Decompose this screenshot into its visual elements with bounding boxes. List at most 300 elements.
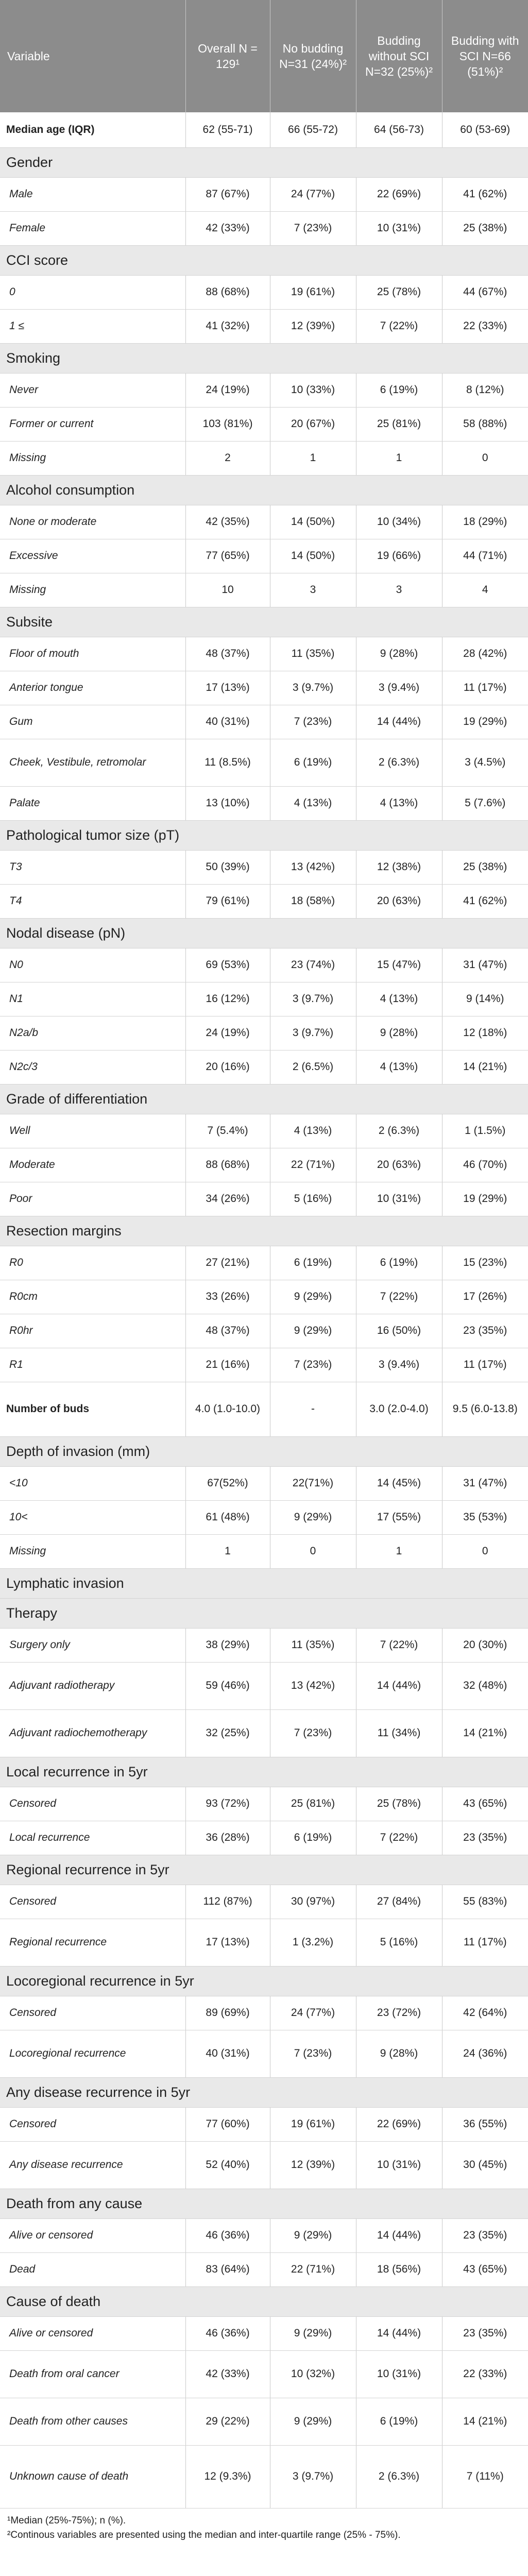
cell-no-budding: 6 (19%) — [270, 1821, 356, 1855]
table-row — [0, 739, 528, 786]
table-row — [0, 573, 528, 607]
cell-no-budding: - — [270, 1382, 356, 1436]
section-label: Alcohol consumption — [0, 475, 528, 505]
cell-overall: 13 (10%) — [185, 786, 270, 820]
row-label: <10 — [0, 1466, 185, 1500]
row-label: Regional recurrence — [0, 1919, 185, 1966]
section-header-row — [0, 1436, 528, 1466]
section-header-row — [0, 245, 528, 275]
cell-budding-with-sci: 3 (4.5%) — [442, 739, 528, 786]
cell-budding-with-sci: 19 (29%) — [442, 705, 528, 739]
section-header-row — [0, 147, 528, 177]
cell-overall: 17 (13%) — [185, 671, 270, 705]
cell-no-budding: 4 (13%) — [270, 786, 356, 820]
cell-overall: 41 (32%) — [185, 309, 270, 343]
cell-overall: 67(52%) — [185, 1466, 270, 1500]
cell-no-budding: 1 (3.2%) — [270, 1919, 356, 1966]
cell-no-budding: 3 — [270, 573, 356, 607]
row-label: Death from oral cancer — [0, 2350, 185, 2398]
header-no-budding: No budding N=31 (24%)² — [270, 0, 356, 112]
cell-budding-without-sci: 3 — [356, 573, 442, 607]
table-row — [0, 2350, 528, 2398]
row-label: R0hr — [0, 1314, 185, 1348]
cell-budding-with-sci: 1 (1.5%) — [442, 1114, 528, 1148]
section-label: Smoking — [0, 343, 528, 373]
cell-budding-without-sci: 12 (38%) — [356, 850, 442, 884]
header-budding-without-sci: Budding without SCI N=32 (25%)² — [356, 0, 442, 112]
cell-overall: 20 (16%) — [185, 1050, 270, 1084]
row-label: T4 — [0, 884, 185, 918]
cell-budding-without-sci: 6 (19%) — [356, 373, 442, 407]
cell-no-budding: 22(71%) — [270, 1466, 356, 1500]
cell-no-budding: 3 (9.7%) — [270, 2445, 356, 2508]
cell-no-budding: 4 (13%) — [270, 1114, 356, 1148]
table-row — [0, 539, 528, 573]
row-label: R0cm — [0, 1280, 185, 1314]
cell-budding-with-sci: 58 (88%) — [442, 407, 528, 441]
table-row — [0, 850, 528, 884]
cell-no-budding: 14 (50%) — [270, 539, 356, 573]
row-label: Gum — [0, 705, 185, 739]
row-label: Poor — [0, 1182, 185, 1216]
cell-no-budding: 23 (74%) — [270, 948, 356, 982]
section-header-row — [0, 2077, 528, 2107]
cell-overall: 12 (9.3%) — [185, 2445, 270, 2508]
cell-overall: 33 (26%) — [185, 1280, 270, 1314]
cell-no-budding: 7 (23%) — [270, 1348, 356, 1382]
row-label: Palate — [0, 786, 185, 820]
cell-overall: 17 (13%) — [185, 1919, 270, 1966]
section-label: Death from any cause — [0, 2189, 528, 2218]
table-row — [0, 1246, 528, 1280]
cell-no-budding: 9 (29%) — [270, 2316, 356, 2350]
cell-budding-with-sci: 9 (14%) — [442, 982, 528, 1016]
table-row — [0, 1500, 528, 1534]
cell-budding-with-sci: 8 (12%) — [442, 373, 528, 407]
cell-budding-with-sci: 23 (35%) — [442, 1821, 528, 1855]
section-label: Therapy — [0, 1598, 528, 1628]
cell-overall: 103 (81%) — [185, 407, 270, 441]
section-label: Locoregional recurrence in 5yr — [0, 1966, 528, 1996]
table-row — [0, 705, 528, 739]
cell-budding-without-sci: 4 (13%) — [356, 982, 442, 1016]
row-label: Missing — [0, 441, 185, 475]
table-row — [0, 948, 528, 982]
section-header-row — [0, 2286, 528, 2316]
table-row — [0, 1348, 528, 1382]
section-header-row — [0, 1855, 528, 1885]
table-row — [0, 1016, 528, 1050]
table-row — [0, 1050, 528, 1084]
row-label: R1 — [0, 1348, 185, 1382]
row-label: Dead — [0, 2252, 185, 2286]
table-row — [0, 2218, 528, 2252]
table-row — [0, 309, 528, 343]
cell-overall: 4.0 (1.0-10.0) — [185, 1382, 270, 1436]
cell-budding-with-sci: 23 (35%) — [442, 2316, 528, 2350]
section-header-row — [0, 820, 528, 850]
section-header-row — [0, 2189, 528, 2218]
cell-overall: 11 (8.5%) — [185, 739, 270, 786]
cell-budding-with-sci: 12 (18%) — [442, 1016, 528, 1050]
row-label: Adjuvant radiochemotherapy — [0, 1709, 185, 1757]
header-overall: Overall N = 129¹ — [185, 0, 270, 112]
cell-budding-with-sci: 60 (53-69) — [442, 112, 528, 147]
section-header-row — [0, 918, 528, 948]
section-header-row — [0, 1966, 528, 1996]
cell-no-budding: 10 (32%) — [270, 2350, 356, 2398]
cell-no-budding: 13 (42%) — [270, 850, 356, 884]
row-label: T3 — [0, 850, 185, 884]
row-label: Locoregional recurrence — [0, 2030, 185, 2077]
row-label: Median age (IQR) — [0, 112, 185, 147]
cell-budding-with-sci: 5 (7.6%) — [442, 786, 528, 820]
cell-budding-without-sci: 10 (31%) — [356, 2350, 442, 2398]
cell-budding-without-sci: 2 (6.3%) — [356, 1114, 442, 1148]
row-label: Local recurrence — [0, 1821, 185, 1855]
cell-budding-without-sci: 2 (6.3%) — [356, 2445, 442, 2508]
cell-overall: 112 (87%) — [185, 1885, 270, 1919]
cell-no-budding: 13 (42%) — [270, 1662, 356, 1709]
table-row — [0, 2316, 528, 2350]
cell-budding-with-sci: 31 (47%) — [442, 1466, 528, 1500]
cell-overall: 79 (61%) — [185, 884, 270, 918]
row-label: Never — [0, 373, 185, 407]
cell-no-budding: 6 (19%) — [270, 1246, 356, 1280]
cell-budding-with-sci: 25 (38%) — [442, 850, 528, 884]
footnote-1: ¹Median (25%-75%); n (%). — [7, 2515, 126, 2526]
row-label: Adjuvant radiotherapy — [0, 1662, 185, 1709]
section-label: Resection margins — [0, 1216, 528, 1246]
cell-budding-without-sci: 10 (31%) — [356, 2141, 442, 2189]
cell-budding-without-sci: 25 (81%) — [356, 407, 442, 441]
header-variable: Variable — [0, 0, 185, 112]
cell-budding-without-sci: 18 (56%) — [356, 2252, 442, 2286]
cell-budding-without-sci: 17 (55%) — [356, 1500, 442, 1534]
cell-budding-without-sci: 14 (44%) — [356, 1662, 442, 1709]
cell-budding-without-sci: 4 (13%) — [356, 786, 442, 820]
cell-budding-without-sci: 7 (22%) — [356, 1628, 442, 1662]
cell-no-budding: 22 (71%) — [270, 2252, 356, 2286]
table-row — [0, 671, 528, 705]
cell-overall: 7 (5.4%) — [185, 1114, 270, 1148]
cell-budding-with-sci: 32 (48%) — [442, 1662, 528, 1709]
cell-budding-without-sci: 4 (13%) — [356, 1050, 442, 1084]
cell-budding-with-sci: 14 (21%) — [442, 2398, 528, 2445]
cell-budding-without-sci: 14 (44%) — [356, 2316, 442, 2350]
cell-budding-with-sci: 7 (11%) — [442, 2445, 528, 2508]
cell-no-budding: 66 (55-72) — [270, 112, 356, 147]
section-label: Any disease recurrence in 5yr — [0, 2077, 528, 2107]
cell-overall: 83 (64%) — [185, 2252, 270, 2286]
footnote-2: ²Continous variables are presented using the median and inter-quartile range (25% - 75%). — [7, 2529, 401, 2540]
table-row — [0, 407, 528, 441]
cell-overall: 69 (53%) — [185, 948, 270, 982]
cell-no-budding: 3 (9.7%) — [270, 671, 356, 705]
cell-overall: 88 (68%) — [185, 1148, 270, 1182]
cell-budding-with-sci: 55 (83%) — [442, 1885, 528, 1919]
cell-budding-with-sci: 35 (53%) — [442, 1500, 528, 1534]
row-label: None or moderate — [0, 505, 185, 539]
cell-overall: 29 (22%) — [185, 2398, 270, 2445]
cell-budding-with-sci: 28 (42%) — [442, 637, 528, 671]
table-row — [0, 2107, 528, 2141]
cell-overall: 2 — [185, 441, 270, 475]
cell-budding-without-sci: 20 (63%) — [356, 1148, 442, 1182]
cell-budding-with-sci: 24 (36%) — [442, 2030, 528, 2077]
table-row — [0, 2398, 528, 2445]
cell-budding-without-sci: 15 (47%) — [356, 948, 442, 982]
cell-budding-with-sci: 30 (45%) — [442, 2141, 528, 2189]
row-label: 10< — [0, 1500, 185, 1534]
section-label: Cause of death — [0, 2286, 528, 2316]
table-row — [0, 786, 528, 820]
section-label: Pathological tumor size (pT) — [0, 820, 528, 850]
cell-budding-without-sci: 7 (22%) — [356, 309, 442, 343]
row-label: Missing — [0, 1534, 185, 1568]
row-label: Censored — [0, 1996, 185, 2030]
cell-budding-without-sci: 3.0 (2.0-4.0) — [356, 1382, 442, 1436]
cell-budding-without-sci: 64 (56-73) — [356, 112, 442, 147]
row-label: Anterior tongue — [0, 671, 185, 705]
cell-budding-without-sci: 25 (78%) — [356, 275, 442, 309]
cell-no-budding: 3 (9.7%) — [270, 1016, 356, 1050]
row-label: 1 ≤ — [0, 309, 185, 343]
cell-budding-with-sci: 25 (38%) — [442, 211, 528, 245]
cell-no-budding: 11 (35%) — [270, 1628, 356, 1662]
cell-budding-with-sci: 44 (71%) — [442, 539, 528, 573]
cell-budding-with-sci: 14 (21%) — [442, 1709, 528, 1757]
cell-budding-with-sci: 20 (30%) — [442, 1628, 528, 1662]
cell-budding-without-sci: 7 (22%) — [356, 1280, 442, 1314]
cell-no-budding: 7 (23%) — [270, 705, 356, 739]
cell-budding-without-sci: 3 (9.4%) — [356, 1348, 442, 1382]
cell-no-budding: 14 (50%) — [270, 505, 356, 539]
cell-budding-without-sci: 22 (69%) — [356, 177, 442, 211]
cell-overall: 40 (31%) — [185, 2030, 270, 2077]
cell-budding-with-sci: 23 (35%) — [442, 1314, 528, 1348]
cell-overall: 93 (72%) — [185, 1787, 270, 1821]
cell-budding-without-sci: 9 (28%) — [356, 637, 442, 671]
cell-budding-without-sci: 11 (34%) — [356, 1709, 442, 1757]
cell-overall: 24 (19%) — [185, 373, 270, 407]
table-row — [0, 1787, 528, 1821]
table-header — [0, 0, 528, 112]
row-label: N2c/3 — [0, 1050, 185, 1084]
cell-budding-with-sci: 41 (62%) — [442, 884, 528, 918]
table-row — [0, 982, 528, 1016]
section-header-row — [0, 607, 528, 637]
cell-budding-with-sci: 44 (67%) — [442, 275, 528, 309]
cell-budding-without-sci: 9 (28%) — [356, 1016, 442, 1050]
cell-no-budding: 25 (81%) — [270, 1787, 356, 1821]
cell-budding-with-sci: 14 (21%) — [442, 1050, 528, 1084]
cell-overall: 46 (36%) — [185, 2316, 270, 2350]
cell-overall: 77 (65%) — [185, 539, 270, 573]
cell-overall: 62 (55-71) — [185, 112, 270, 147]
table-row — [0, 441, 528, 475]
cell-no-budding: 5 (16%) — [270, 1182, 356, 1216]
cell-budding-with-sci: 11 (17%) — [442, 1348, 528, 1382]
table-row — [0, 1709, 528, 1757]
cell-budding-without-sci: 7 (22%) — [356, 1821, 442, 1855]
table-row — [0, 373, 528, 407]
cell-budding-with-sci: 11 (17%) — [442, 1919, 528, 1966]
cell-no-budding: 1 — [270, 441, 356, 475]
cell-overall: 42 (33%) — [185, 211, 270, 245]
section-label: Nodal disease (pN) — [0, 918, 528, 948]
cell-no-budding: 6 (19%) — [270, 739, 356, 786]
cell-budding-without-sci: 6 (19%) — [356, 1246, 442, 1280]
cell-no-budding: 12 (39%) — [270, 309, 356, 343]
cell-overall: 48 (37%) — [185, 1314, 270, 1348]
cell-budding-without-sci: 14 (45%) — [356, 1466, 442, 1500]
table-row — [0, 112, 528, 147]
cell-no-budding: 30 (97%) — [270, 1885, 356, 1919]
cell-budding-without-sci: 2 (6.3%) — [356, 739, 442, 786]
row-label: Cheek, Vestibule, retromolar — [0, 739, 185, 786]
table-row — [0, 1919, 528, 1966]
table-row — [0, 177, 528, 211]
cell-budding-without-sci: 10 (31%) — [356, 1182, 442, 1216]
row-label: Censored — [0, 1787, 185, 1821]
cell-overall: 34 (26%) — [185, 1182, 270, 1216]
cell-budding-with-sci: 0 — [442, 441, 528, 475]
table-row — [0, 211, 528, 245]
cell-overall: 1 — [185, 1534, 270, 1568]
cell-overall: 10 — [185, 573, 270, 607]
row-label: Any disease recurrence — [0, 2141, 185, 2189]
section-label: Subsite — [0, 607, 528, 637]
cell-overall: 42 (35%) — [185, 505, 270, 539]
cell-no-budding: 3 (9.7%) — [270, 982, 356, 1016]
table-row — [0, 884, 528, 918]
row-label: Floor of mouth — [0, 637, 185, 671]
cell-no-budding: 9 (29%) — [270, 1500, 356, 1534]
cell-overall: 46 (36%) — [185, 2218, 270, 2252]
table-row — [0, 1821, 528, 1855]
cell-budding-without-sci: 16 (50%) — [356, 1314, 442, 1348]
cell-no-budding: 7 (23%) — [270, 2030, 356, 2077]
cell-budding-with-sci: 18 (29%) — [442, 505, 528, 539]
row-label: Male — [0, 177, 185, 211]
table-row — [0, 2252, 528, 2286]
cell-overall: 50 (39%) — [185, 850, 270, 884]
cell-budding-with-sci: 4 — [442, 573, 528, 607]
table-row — [0, 1534, 528, 1568]
cell-overall: 59 (46%) — [185, 1662, 270, 1709]
cell-budding-without-sci: 1 — [356, 441, 442, 475]
row-label: N2a/b — [0, 1016, 185, 1050]
section-label: Lymphatic invasion — [0, 1568, 528, 1598]
row-label: 0 — [0, 275, 185, 309]
table-row — [0, 1996, 528, 2030]
row-label: Moderate — [0, 1148, 185, 1182]
table-row — [0, 2030, 528, 2077]
footnotes — [0, 2509, 528, 2543]
cell-overall: 24 (19%) — [185, 1016, 270, 1050]
cell-budding-with-sci: 19 (29%) — [442, 1182, 528, 1216]
section-header-row — [0, 475, 528, 505]
row-label: R0 — [0, 1246, 185, 1280]
table-row — [0, 1280, 528, 1314]
cell-budding-without-sci: 22 (69%) — [356, 2107, 442, 2141]
row-label: Alive or censored — [0, 2316, 185, 2350]
cell-budding-with-sci: 43 (65%) — [442, 2252, 528, 2286]
cell-overall: 27 (21%) — [185, 1246, 270, 1280]
cell-overall: 87 (67%) — [185, 177, 270, 211]
cell-overall: 88 (68%) — [185, 275, 270, 309]
cell-budding-with-sci: 22 (33%) — [442, 2350, 528, 2398]
table-body — [0, 112, 528, 2508]
section-label: Grade of differentiation — [0, 1084, 528, 1114]
section-header-row — [0, 1568, 528, 1598]
table-row — [0, 505, 528, 539]
table-row — [0, 2141, 528, 2189]
cell-budding-with-sci: 41 (62%) — [442, 177, 528, 211]
cell-no-budding: 20 (67%) — [270, 407, 356, 441]
section-label: Regional recurrence in 5yr — [0, 1855, 528, 1885]
row-label: Censored — [0, 1885, 185, 1919]
cell-overall: 52 (40%) — [185, 2141, 270, 2189]
cell-budding-without-sci: 9 (28%) — [356, 2030, 442, 2077]
row-label: Number of buds — [0, 1382, 185, 1436]
cell-overall: 32 (25%) — [185, 1709, 270, 1757]
cell-overall: 61 (48%) — [185, 1500, 270, 1534]
cell-budding-without-sci: 20 (63%) — [356, 884, 442, 918]
row-label: Female — [0, 211, 185, 245]
row-label: Death from other causes — [0, 2398, 185, 2445]
row-label: Former or current — [0, 407, 185, 441]
cell-budding-with-sci: 46 (70%) — [442, 1148, 528, 1182]
section-header-row — [0, 1216, 528, 1246]
cell-no-budding: 7 (23%) — [270, 1709, 356, 1757]
header-budding-with-sci: Budding with SCI N=66 (51%)² — [451, 34, 519, 78]
cell-no-budding: 10 (33%) — [270, 373, 356, 407]
row-label: Missing — [0, 573, 185, 607]
cell-budding-with-sci: 22 (33%) — [442, 309, 528, 343]
table-row — [0, 637, 528, 671]
cell-budding-with-sci: 31 (47%) — [442, 948, 528, 982]
table-row — [0, 1662, 528, 1709]
table-row — [0, 1628, 528, 1662]
table-row — [0, 275, 528, 309]
section-label: Local recurrence in 5yr — [0, 1757, 528, 1787]
cell-overall: 38 (29%) — [185, 1628, 270, 1662]
cell-budding-without-sci: 23 (72%) — [356, 1996, 442, 2030]
table-row — [0, 1314, 528, 1348]
cell-no-budding: 9 (29%) — [270, 2398, 356, 2445]
cell-no-budding: 24 (77%) — [270, 1996, 356, 2030]
row-label: N1 — [0, 982, 185, 1016]
table-row — [0, 2445, 528, 2508]
cell-budding-without-sci: 6 (19%) — [356, 2398, 442, 2445]
cell-budding-with-sci: 9.5 (6.0-13.8) — [442, 1382, 528, 1436]
row-label: N0 — [0, 948, 185, 982]
cell-no-budding: 9 (29%) — [270, 1314, 356, 1348]
table-row — [0, 1182, 528, 1216]
cell-overall: 48 (37%) — [185, 637, 270, 671]
cell-no-budding: 18 (58%) — [270, 884, 356, 918]
section-label: Gender — [0, 147, 528, 177]
cell-no-budding: 7 (23%) — [270, 211, 356, 245]
cell-overall: 89 (69%) — [185, 1996, 270, 2030]
cell-budding-without-sci: 1 — [356, 1534, 442, 1568]
cell-no-budding: 11 (35%) — [270, 637, 356, 671]
cell-no-budding: 24 (77%) — [270, 177, 356, 211]
section-header-row — [0, 1757, 528, 1787]
cell-budding-with-sci: 23 (35%) — [442, 2218, 528, 2252]
